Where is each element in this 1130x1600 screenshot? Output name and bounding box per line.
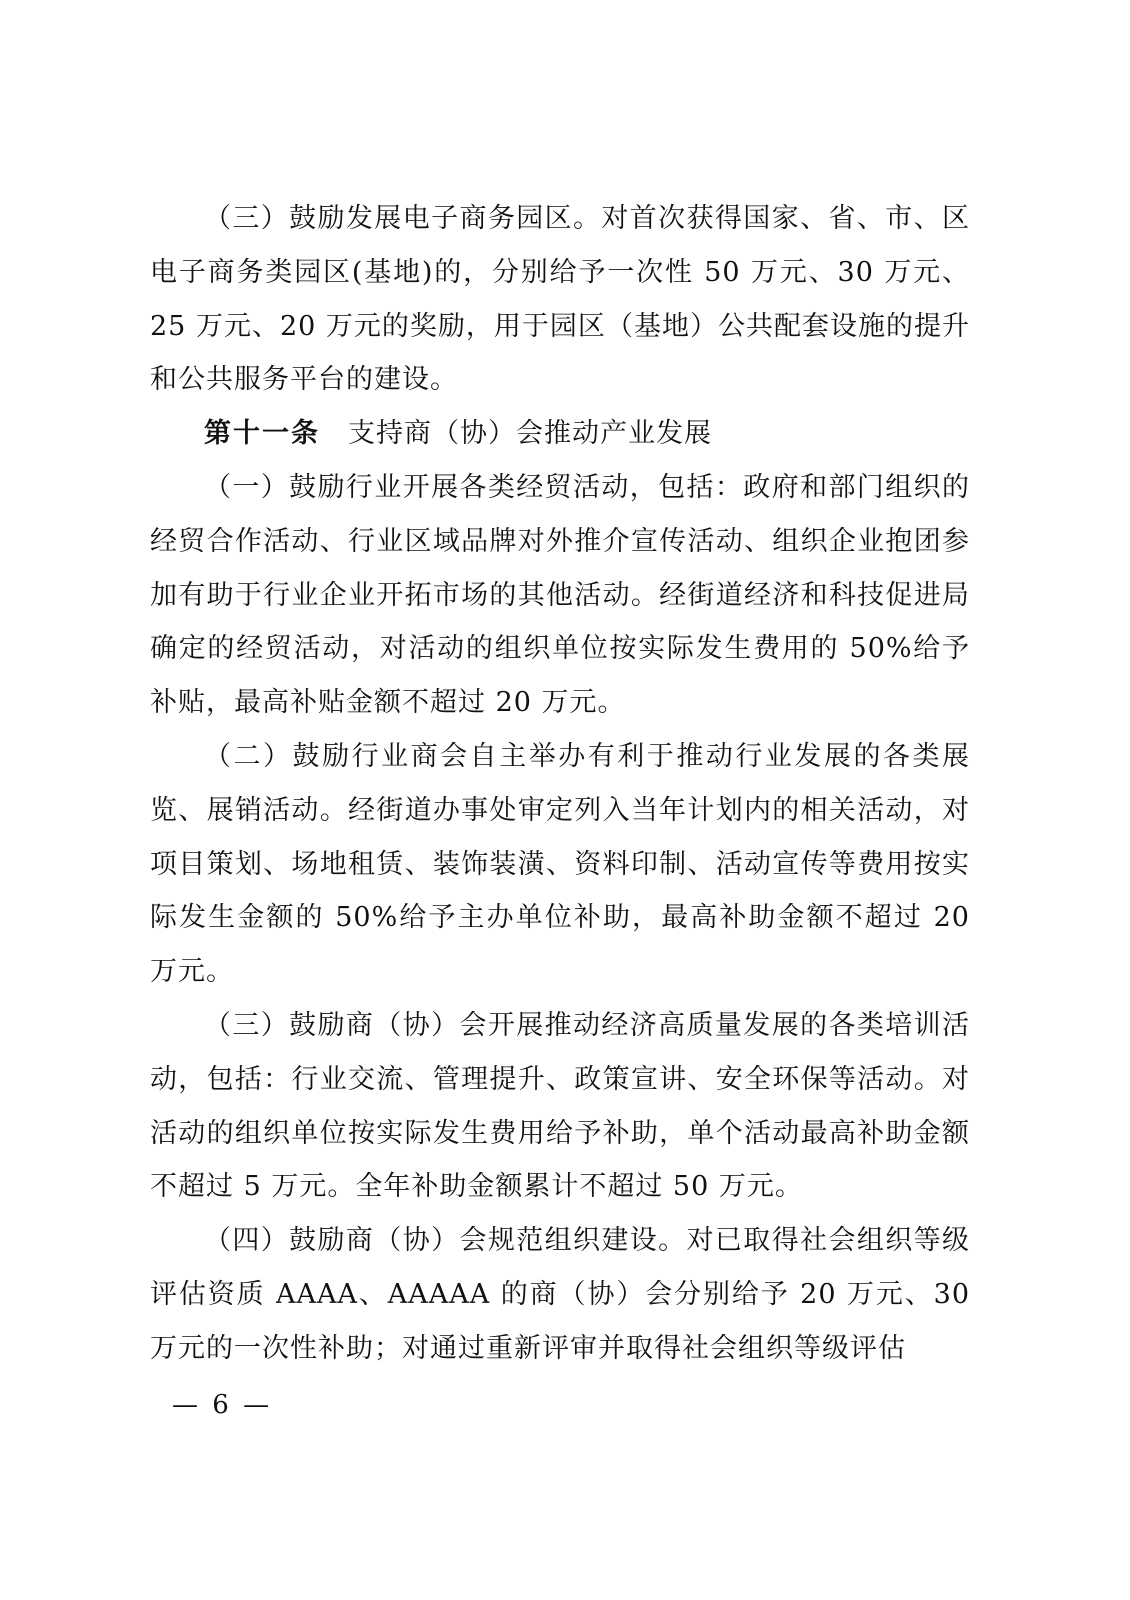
- document-body: [150, 192, 970, 1376]
- paragraph-organization-building: （四）鼓励商（协）会规范组织建设。对已取得社会组织等级评估资质 AAAA、AAAAA 的商（协）会分别给予 20 万元、30 万元的一次性补助；对通过重新评审并取得社会组织等级评估: [150, 1225, 970, 1364]
- paragraph-training: （三）鼓励商（协）会开展推动经济高质量发展的各类培训活动，包括：行业交流、管理提升、政策宣讲、安全环保等活动。对活动的组织单位按实际发生费用给予补助，单个活动最高补助金额不超过 5 万元。全年补助金额累计不超过 50 万元。: [150, 1009, 970, 1203]
- paragraph-trade-activities: （一）鼓励行业开展各类经贸活动，包括：政府和部门组织的经贸合作活动、行业区域品牌对外推介宣传活动、组织企业抱团参加有助于行业企业开拓市场的其他活动。经街道经济和科技促进局确定的经贸活动，对活动的组织单位按实际发生费用的 50%给予补贴，最高补贴金额不超过 20 万元。: [150, 471, 970, 719]
- article-heading: [150, 407, 970, 461]
- article-title: 支持商（协）会推动产业发展: [348, 418, 712, 450]
- page-number: — 6 —: [172, 1390, 273, 1420]
- paragraph-ecommerce-park: （三）鼓励发展电子商务园区。对首次获得国家、省、市、区电子商务类园区(基地)的，分别给予一次性 50 万元、30 万元、25 万元、20 万元的奖励，用于园区（基地）公共配套设施的提升和公共服务平台的建设。: [150, 203, 970, 396]
- article-number: 第十一条: [204, 418, 320, 450]
- paragraph-exhibitions: （二）鼓励行业商会自主举办有利于推动行业发展的各类展览、展销活动。经街道办事处审定列入当年计划内的相关活动，对项目策划、场地租赁、装饰装潢、资料印制、活动宣传等费用按实际发生金额的 50%给予主办单位补助，最高补助金额不超过 20 万元。: [150, 740, 970, 988]
